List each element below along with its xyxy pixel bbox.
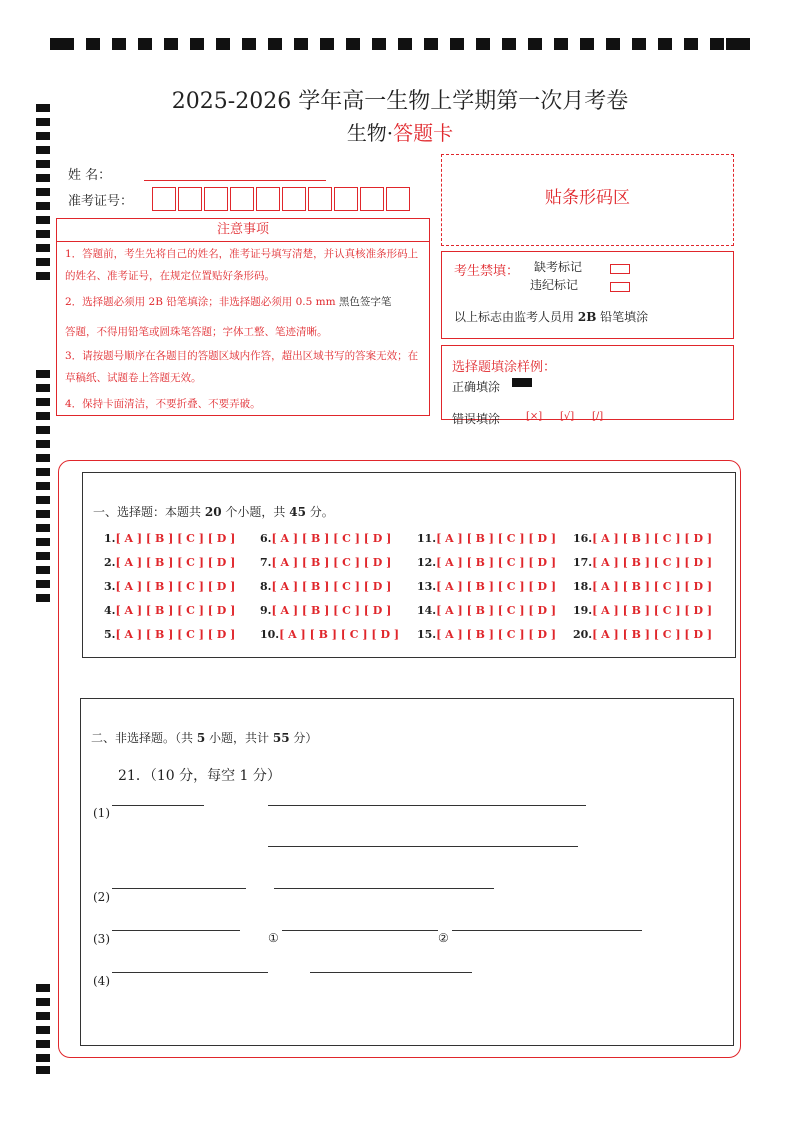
side-mark [36, 482, 50, 490]
blank-marker-1: ① [268, 931, 279, 945]
timing-mark [528, 38, 542, 50]
exam-id-box[interactable] [360, 187, 384, 211]
absent-mark-box[interactable] [610, 264, 630, 274]
choice-question[interactable]: 9.[ A ] [ B ] [ C ] [ D ] [260, 604, 392, 617]
s2-count: 5 [196, 731, 206, 745]
side-mark [36, 552, 50, 560]
side-mark [36, 510, 50, 518]
choice-question[interactable]: 14.[ A ] [ B ] [ C ] [ D ] [417, 604, 557, 617]
note-item-2-cont: 答题，不得用铅笔或圆珠笔答题；字体工整、笔迹清晰。 [65, 326, 328, 338]
side-mark [36, 244, 50, 252]
s2-post: 分） [293, 731, 318, 745]
side-mark [36, 146, 50, 154]
top-timing-marks [50, 38, 750, 52]
side-mark [36, 216, 50, 224]
side-mark [36, 174, 50, 182]
answer-blank[interactable] [112, 888, 246, 889]
notes-title: 注意事项 [57, 219, 429, 242]
forbidden-note-2b: 2B [577, 310, 597, 324]
side-mark [36, 566, 50, 574]
answer-blank[interactable] [282, 930, 438, 931]
timing-mark [632, 38, 646, 50]
timing-mark [476, 38, 490, 50]
blank-marker-2: ② [438, 931, 449, 945]
side-mark [36, 454, 50, 462]
non-choice-section [80, 698, 734, 1046]
forbidden-note-post: 铅笔填涂 [600, 310, 649, 324]
wrong-mark-slash: [/] [592, 411, 604, 422]
timing-mark [372, 38, 386, 50]
choice-question[interactable]: 1.[ A ] [ B ] [ C ] [ D ] [104, 532, 236, 545]
sub-question-3-label: (3) [93, 932, 110, 946]
side-mark [36, 1066, 50, 1074]
name-field[interactable] [144, 180, 326, 181]
timing-mark [710, 38, 724, 50]
s1-score: 45 [289, 505, 306, 519]
notes-box [56, 218, 430, 416]
subtitle-answer-card: 答题卡 [393, 121, 454, 145]
wrong-mark-cross: [×] [526, 411, 543, 422]
timing-mark [684, 38, 698, 50]
timing-mark [86, 38, 100, 50]
sample-title: 选择题填涂样例： [452, 360, 557, 375]
exam-id-label: 准考证号： [68, 194, 134, 209]
side-mark [36, 160, 50, 168]
timing-mark [424, 38, 438, 50]
timing-mark [294, 38, 308, 50]
violation-mark-box[interactable] [610, 282, 630, 292]
timing-mark [726, 38, 750, 50]
forbidden-note-pre: 以上标志由监考人员用 [454, 310, 575, 324]
note-item-2 [65, 291, 425, 313]
side-mark [36, 188, 50, 196]
choice-question[interactable]: 15.[ A ] [ B ] [ C ] [ D ] [417, 628, 557, 641]
side-mark [36, 1012, 50, 1020]
side-mark [36, 384, 50, 392]
forbidden-title: 考生禁填： [454, 264, 520, 279]
choice-question[interactable]: 10.[ A ] [ B ] [ C ] [ D ] [260, 628, 400, 641]
timing-mark [216, 38, 230, 50]
timing-mark [580, 38, 594, 50]
wrong-mark-check: [√] [560, 411, 575, 422]
s1-post: 分。 [309, 505, 334, 519]
exam-id-box[interactable] [308, 187, 332, 211]
answer-blank[interactable] [452, 930, 642, 931]
answer-blank[interactable] [112, 972, 268, 973]
violation-label: 违纪标记 [530, 278, 579, 292]
sub-question-1-label: (1) [93, 806, 110, 820]
side-mark [36, 468, 50, 476]
note-item-4: 4．保持卡面清洁，不要折叠、不要弄破。 [65, 398, 261, 410]
timing-mark [138, 38, 152, 50]
timing-mark [554, 38, 568, 50]
note-item-2-text: 2．选择题必须用 2B 铅笔填涂；非选择题必须用 0.5 mm [65, 296, 336, 308]
choice-question[interactable]: 7.[ A ] [ B ] [ C ] [ D ] [260, 556, 392, 569]
s1-count: 20 [204, 505, 222, 519]
answer-blank[interactable] [274, 888, 494, 889]
choice-question[interactable]: 20.[ A ] [ B ] [ C ] [ D ] [573, 628, 713, 641]
wrong-fill-label: 错误填涂 [452, 412, 501, 426]
side-mark [36, 272, 50, 280]
sub-question-4-label: (4) [93, 974, 110, 988]
side-mark [36, 398, 50, 406]
exam-id-box[interactable] [178, 187, 202, 211]
page-subtitle [0, 117, 800, 146]
choice-question[interactable]: 13.[ A ] [ B ] [ C ] [ D ] [417, 580, 557, 593]
s2-pre: 二、非选择题。（共 [91, 731, 194, 745]
note-item-3: 3．请按题号顺序在各题目的答题区域内作答，超出区域书写的答案无效；在草稿纸、试题卷上答题无效。 [65, 350, 419, 384]
exam-id-box[interactable] [204, 187, 228, 211]
question-21-header: 21．（10 分，每空 1 分） [118, 768, 281, 784]
page-title: 2025-2026 学年高一生物上学期第一次月考卷 [171, 89, 629, 114]
note-item-1: 1．答题前，考生先将自己的姓名，准考证号填写清楚，并认真核准条形码上的姓名、准考证号，在规定位置贴好条形码。 [65, 248, 419, 282]
exam-id-box[interactable] [386, 187, 410, 211]
timing-mark [242, 38, 256, 50]
answer-blank[interactable] [310, 972, 472, 973]
timing-mark [346, 38, 360, 50]
choice-question[interactable]: 18.[ A ] [ B ] [ C ] [ D ] [573, 580, 713, 593]
side-mark [36, 594, 50, 602]
timing-mark [606, 38, 620, 50]
side-mark [36, 1026, 50, 1034]
name-label: 姓 名： [68, 168, 112, 183]
timing-mark [658, 38, 672, 50]
absent-label: 缺考标记 [534, 260, 583, 274]
timing-mark [112, 38, 126, 50]
timing-mark [190, 38, 204, 50]
barcode-area: 贴条形码区 [441, 154, 734, 246]
timing-mark [320, 38, 334, 50]
side-mark [36, 202, 50, 210]
answer-blank[interactable] [112, 930, 240, 931]
side-mark [36, 426, 50, 434]
choice-question[interactable]: 8.[ A ] [ B ] [ C ] [ D ] [260, 580, 392, 593]
timing-mark [398, 38, 412, 50]
choice-question[interactable]: 5.[ A ] [ B ] [ C ] [ D ] [104, 628, 236, 641]
forbidden-note [454, 308, 648, 325]
side-mark [36, 412, 50, 420]
choice-section-title [93, 503, 334, 520]
sub-question-2-label: (2) [93, 890, 110, 904]
exam-id-box[interactable] [152, 187, 176, 211]
exam-id-box[interactable] [334, 187, 358, 211]
s2-mid: 小题，共计 [209, 731, 270, 745]
exam-id-box[interactable] [256, 187, 280, 211]
choice-question[interactable]: 4.[ A ] [ B ] [ C ] [ D ] [104, 604, 236, 617]
side-mark [36, 1040, 50, 1048]
exam-id-box[interactable] [230, 187, 254, 211]
s1-mid: 个小题，共 [225, 505, 286, 519]
choice-question[interactable]: 6.[ A ] [ B ] [ C ] [ D ] [260, 532, 392, 545]
choice-question[interactable]: 3.[ A ] [ B ] [ C ] [ D ] [104, 580, 236, 593]
choice-question[interactable]: 17.[ A ] [ B ] [ C ] [ D ] [573, 556, 713, 569]
timing-mark [50, 38, 74, 50]
timing-mark [502, 38, 516, 50]
s1-pre: 一、选择题：本题共 [93, 505, 202, 519]
answer-blank[interactable] [112, 805, 204, 806]
side-mark [36, 440, 50, 448]
correct-fill-sample [512, 378, 532, 387]
choice-question[interactable]: 2.[ A ] [ B ] [ C ] [ D ] [104, 556, 236, 569]
correct-fill-label: 正确填涂 [452, 380, 501, 394]
note-item-2-black: 黑色签字笔 [338, 296, 392, 308]
exam-id-box[interactable] [282, 187, 306, 211]
answer-blank[interactable] [268, 846, 578, 847]
side-mark [36, 538, 50, 546]
side-mark [36, 370, 50, 378]
answer-blank[interactable] [268, 805, 586, 806]
side-mark [36, 524, 50, 532]
forbidden-box [441, 251, 734, 339]
non-choice-section-title [91, 729, 317, 746]
side-mark [36, 984, 50, 992]
choice-question[interactable]: 16.[ A ] [ B ] [ C ] [ D ] [573, 532, 713, 545]
side-mark [36, 496, 50, 504]
s2-score: 55 [272, 731, 290, 745]
choice-question[interactable]: 19.[ A ] [ B ] [ C ] [ D ] [573, 604, 713, 617]
timing-mark [164, 38, 178, 50]
timing-mark [450, 38, 464, 50]
choice-question[interactable]: 12.[ A ] [ B ] [ C ] [ D ] [417, 556, 557, 569]
timing-mark [268, 38, 282, 50]
side-mark [36, 1054, 50, 1062]
side-mark [36, 580, 50, 588]
side-mark [36, 258, 50, 266]
side-mark [36, 998, 50, 1006]
side-mark [36, 230, 50, 238]
choice-question[interactable]: 11.[ A ] [ B ] [ C ] [ D ] [417, 532, 557, 545]
sample-box [441, 345, 734, 420]
subtitle-main: 生物· [346, 121, 394, 145]
